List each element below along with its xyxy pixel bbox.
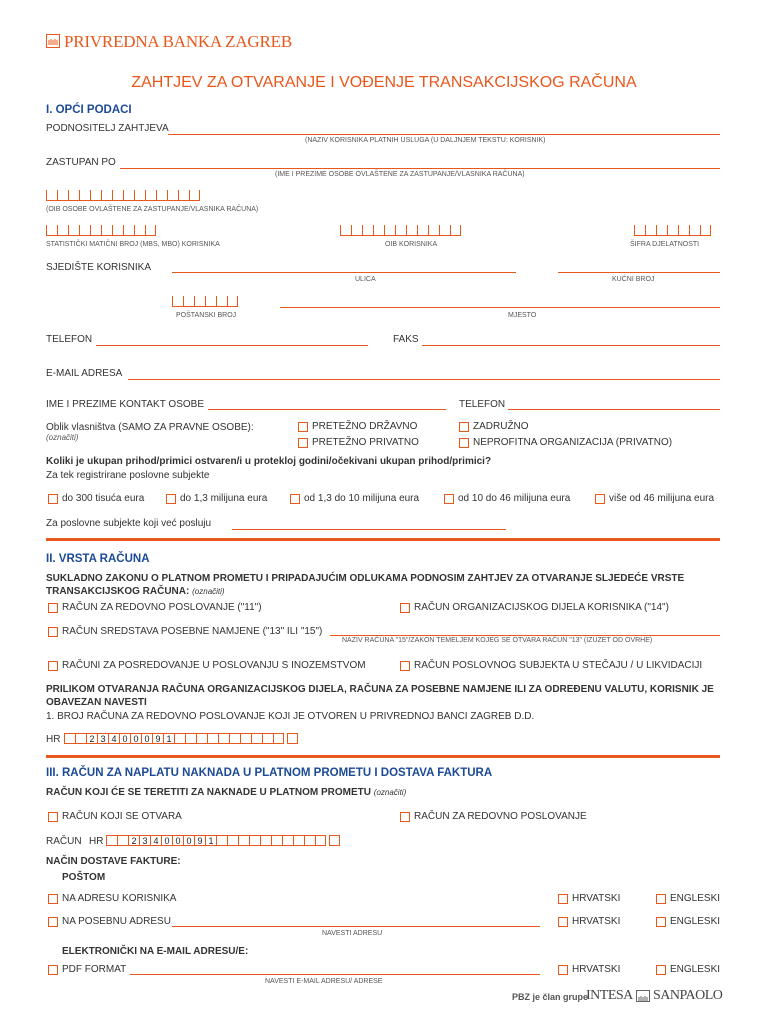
oblik-label: Oblik vlasništva (SAMO ZA PRAVNE OSOBE):: [46, 422, 254, 433]
oblik-privatno-checkbox[interactable]: [298, 438, 308, 448]
account-digit: 9: [152, 733, 163, 744]
racun-posebne-checkbox[interactable]: [48, 627, 58, 637]
faks-field[interactable]: [422, 345, 720, 346]
racun-inozemstvo-label: RAČUNI ZA POSREDOVANJE U POSLOVANJU S INOZEMSTVOM: [62, 660, 366, 671]
oib-korisnika-field[interactable]: [340, 225, 461, 236]
account-digit: 1: [163, 733, 174, 744]
account-digit: 2: [128, 835, 139, 846]
podnositelj-label: PODNOSITELJ ZAHTJEVA: [46, 123, 169, 134]
pdf-format-label: PDF FORMAT: [62, 964, 127, 975]
kucni-broj-caption: KUĆNI BROJ: [612, 276, 655, 283]
oblik-zadruzno-label: ZADRUŽNO: [473, 421, 529, 432]
posebna-adresa-caption: NAVESTI ADRESU: [322, 930, 383, 937]
pdf-hrvatski-label: HRVATSKI: [572, 964, 621, 975]
podnositelj-field[interactable]: [168, 134, 720, 135]
maticni-broj-field[interactable]: [46, 225, 156, 236]
zastupan-caption: (IME I PREZIME OSOBE OVLAŠTENE ZA ZASTUPANJE/VLASNIKA RAČUNA): [275, 171, 525, 178]
racun-posebne-label: RAČUN SREDSTAVA POSEBNE NAMJENE ("13" ILI "15"): [62, 626, 323, 637]
sjediste-label: SJEDIŠTE KORISNIKA: [46, 262, 152, 273]
form-title: ZAHTJEV ZA OTVARANJE I VOĐENJE TRANSAKCIJSKOG RAČUNA: [131, 74, 637, 91]
kontakt-telefon-label: TELEFON: [459, 399, 506, 410]
pdf-hrvatski-checkbox[interactable]: [558, 965, 568, 975]
posebna-adresa-hrvatski-label: HRVATSKI: [572, 916, 621, 927]
mjesto-field[interactable]: [280, 307, 720, 308]
prihod-46m-plus-checkbox[interactable]: [595, 494, 605, 504]
naknada-redovno-label: RAČUN ZA REDOVNO POSLOVANJE: [414, 811, 587, 822]
posluju-field[interactable]: [232, 529, 506, 530]
teretiti-label-text: RAČUN KOJI ĆE SE TERETITI ZA NAKNADE U PLATNOM PROMETU: [46, 787, 372, 798]
posebna-adresa-engleski-label: ENGLESKI: [670, 916, 721, 927]
account-digit: 0: [172, 835, 183, 846]
pdf-email-field[interactable]: [130, 974, 540, 975]
adresa-korisnika-hrvatski-label: HRVATSKI: [572, 893, 621, 904]
prihod-question: Koliki je ukupan prihod/primici ostvaren/i u protekloj godini/očekivani ukupan prihod/primici?: [46, 456, 492, 467]
intesa-logo-text: INTESA: [586, 988, 633, 1003]
prihod-1-3m-label: do 1,3 milijuna eura: [180, 493, 268, 504]
oblik-privatno-label: PRETEŽNO PRIVATNO: [312, 437, 419, 448]
account-digit: 9: [194, 835, 205, 846]
adresa-korisnika-hrvatski-checkbox[interactable]: [558, 894, 568, 904]
posebna-adresa-checkbox[interactable]: [48, 917, 58, 927]
section-2-account-field[interactable]: [64, 733, 284, 744]
section-2-intro-line1: SUKLADNO ZAKONU O PLATNOM PROMETU I PRIPADAJUĆIM ODLUKAMA PODNOSIM ZAHTJEV ZA OTVARANJE SLJEDEĆE VRSTE: [46, 573, 685, 584]
section-2-intro-note: (označiti): [192, 587, 225, 596]
adresa-korisnika-engleski-label: ENGLESKI: [670, 893, 721, 904]
pdf-engleski-checkbox[interactable]: [656, 965, 666, 975]
section-3-title: III. RAČUN ZA NAPLATU NAKNADA U PLATNOM PROMETU I DOSTAVA FAKTURA: [46, 767, 493, 779]
mjesto-caption: MJESTO: [508, 312, 537, 319]
racun-organizacijski-checkbox[interactable]: [400, 603, 410, 613]
postanski-broj-field[interactable]: [172, 296, 238, 307]
account-digit: 0: [141, 733, 152, 744]
pdf-format-checkbox[interactable]: [48, 965, 58, 975]
section-2-intro-line2: [46, 586, 225, 597]
oblik-zadruzno-checkbox[interactable]: [459, 422, 469, 432]
oblik-drzavno-label: PRETEŽNO DRŽAVNO: [312, 421, 418, 432]
broj-racuna-label: 1. BROJ RAČUNA ZA REDOVNO POSLOVANJE KOJI JE OTVOREN U PRIVREDNOJ BANCI ZAGREB D.D.: [46, 711, 535, 722]
teretiti-note: (označiti): [373, 788, 407, 797]
elektronicki-label: ELEKTRONIČKI NA E-MAIL ADRESU/E:: [62, 946, 249, 957]
posebna-adresa-engleski-checkbox[interactable]: [656, 917, 666, 927]
posebna-adresa-label: NA POSEBNU ADRESU: [62, 916, 171, 927]
section-2-account-check-box[interactable]: [287, 733, 298, 744]
sifra-djelatnosti-caption: ŠIFRA DJELATNOSTI: [630, 241, 700, 248]
telefon-field[interactable]: [96, 345, 368, 346]
account-digit: 1: [205, 835, 216, 846]
section-divider: [46, 755, 720, 758]
footer-member-text: PBZ je član grupe: [512, 992, 589, 1002]
adresa-korisnika-checkbox[interactable]: [48, 894, 58, 904]
oblik-neprofitna-label: NEPROFITNA ORGANIZACIJA (PRIVATNO): [473, 437, 673, 448]
prihod-300k-label: do 300 tisuća eura: [62, 493, 145, 504]
racun-inozemstvo-checkbox[interactable]: [48, 661, 58, 671]
oib-ovlastene-field[interactable]: [46, 190, 200, 201]
section-divider: [46, 538, 720, 541]
zastupan-label: ZASTUPAN PO: [46, 157, 116, 168]
section-3-hr-prefix: HR: [89, 836, 104, 847]
account-digit: 4: [150, 835, 161, 846]
kontakt-telefon-field[interactable]: [508, 409, 720, 410]
section-2-note-line1: PRILIKOM OTVARANJA RAČUNA ORGANIZACIJSKOG DIJELA, RAČUNA ZA POSEBNE NAMJENE ILI ZA ODREĐENU VALUTU, KORISNIK JE: [46, 684, 714, 695]
zastupan-field[interactable]: [120, 168, 720, 169]
ulica-field[interactable]: [172, 272, 516, 273]
oib-ovlastene-caption: (OIB OSOBE OVLAŠTENE ZA ZASTUPANJE/VLASNIKA RAČUNA): [46, 206, 259, 213]
section-3-account-field[interactable]: [106, 835, 326, 846]
racun-posebne-field[interactable]: [330, 635, 720, 636]
sanpaolo-logo-text: SANPAOLO: [653, 988, 723, 1003]
account-digit: 0: [183, 835, 194, 846]
prihod-46m-plus-label: više od 46 milijuna eura: [609, 493, 715, 504]
section-2-note-line2: OBAVEZAN NAVESTI: [46, 697, 147, 708]
account-digit: 0: [130, 733, 141, 744]
prihod-300k-checkbox[interactable]: [48, 494, 58, 504]
naknada-redovno-checkbox[interactable]: [400, 812, 410, 822]
faks-label: FAKS: [393, 334, 419, 345]
bank-name: PRIVREDNA BANKA ZAGREB: [64, 32, 292, 51]
prihod-1-3-10m-checkbox[interactable]: [290, 494, 300, 504]
teretiti-label: [46, 787, 406, 798]
account-digit: 0: [161, 835, 172, 846]
prihod-1-3-10m-label: od 1,3 do 10 milijuna eura: [304, 493, 420, 504]
account-digit: 0: [119, 733, 130, 744]
intesa-sanpaolo-logo-icon: [636, 990, 650, 1002]
prihod-sub: Za tek registrirane poslovne subjekte: [46, 470, 210, 481]
racun-redovno-checkbox[interactable]: [48, 603, 58, 613]
racun-organizacijski-label: RAČUN ORGANIZACIJSKOG DIJELA KORISNIKA ("14"): [414, 602, 669, 613]
postom-label: POŠTOM: [62, 872, 106, 883]
prihod-1-3m-checkbox[interactable]: [166, 494, 176, 504]
naknada-otvara-checkbox[interactable]: [48, 812, 58, 822]
racun-posebne-caption: NAZIV RAČUNA "15"/ZAKON TEMELJEM KOJEG SE OTVARA RAČUN "13" (IZUZET OD OVRHE): [342, 637, 653, 644]
adresa-korisnika-label: NA ADRESU KORISNIKA: [62, 893, 177, 904]
section-3-account-check-box[interactable]: [329, 835, 340, 846]
section-2-title: II. VRSTA RAČUNA: [46, 553, 150, 565]
account-digit: 3: [139, 835, 150, 846]
oblik-drzavno-checkbox[interactable]: [298, 422, 308, 432]
racun-redovno-label: RAČUN ZA REDOVNO POSLOVANJE ("11"): [62, 602, 262, 613]
email-label: E-MAIL ADRESA: [46, 368, 123, 379]
oblik-note: (označiti): [46, 433, 79, 442]
email-field[interactable]: [128, 379, 720, 380]
dostava-label: NAČIN DOSTAVE FAKTURE:: [46, 856, 181, 867]
posluju-label: Za poslovne subjekte koji već posluju: [46, 518, 212, 529]
posebna-adresa-hrvatski-checkbox[interactable]: [558, 917, 568, 927]
prihod-10-46m-checkbox[interactable]: [444, 494, 454, 504]
account-digit: 2: [86, 733, 97, 744]
section-2-hr-prefix: HR: [46, 734, 61, 745]
racun-label: RAČUN: [46, 836, 82, 847]
adresa-korisnika-engleski-checkbox[interactable]: [656, 894, 666, 904]
kontakt-osoba-label: IME I PREZIME KONTAKT OSOBE: [46, 399, 204, 410]
ulica-caption: ULICA: [355, 276, 376, 283]
account-digit: 3: [97, 733, 108, 744]
account-digit: 4: [108, 733, 119, 744]
naknada-otvara-label: RAČUN KOJI SE OTVARA: [62, 811, 182, 822]
kontakt-osoba-field[interactable]: [208, 409, 446, 410]
posebna-adresa-field[interactable]: [172, 926, 540, 927]
postanski-broj-caption: POŠTANSKI BROJ: [176, 312, 237, 319]
kucni-broj-field[interactable]: [558, 272, 720, 273]
racun-stecaj-checkbox[interactable]: [400, 661, 410, 671]
section-2-intro-line2-text: TRANSAKCIJSKOG RAČUNA:: [46, 586, 190, 597]
bank-logo-icon: [46, 34, 60, 48]
prihod-10-46m-label: od 10 do 46 milijuna eura: [458, 493, 571, 504]
oblik-neprofitna-checkbox[interactable]: [459, 438, 469, 448]
pdf-engleski-label: ENGLESKI: [670, 964, 721, 975]
oib-korisnika-caption: OIB KORISNIKA: [385, 241, 438, 248]
sifra-djelatnosti-field[interactable]: [634, 225, 711, 236]
pdf-email-caption: NAVESTI E-MAIL ADRESU/ ADRESE: [265, 978, 383, 985]
section-1-title: I. OPĆI PODACI: [46, 104, 132, 116]
podnositelj-caption: (NAZIV KORISNIKA PLATNIH USLUGA (U DALJNJEM TEKSTU: KORISNIK): [305, 137, 546, 144]
racun-stecaj-label: RAČUN POSLOVNOG SUBJEKTA U STEČAJU / U LIKVIDACIJI: [414, 660, 703, 671]
maticni-broj-caption: STATISTIČKI MATIČNI BROJ (MBS, MBO) KORISNIKA: [46, 241, 220, 248]
telefon-label: TELEFON: [46, 334, 93, 345]
